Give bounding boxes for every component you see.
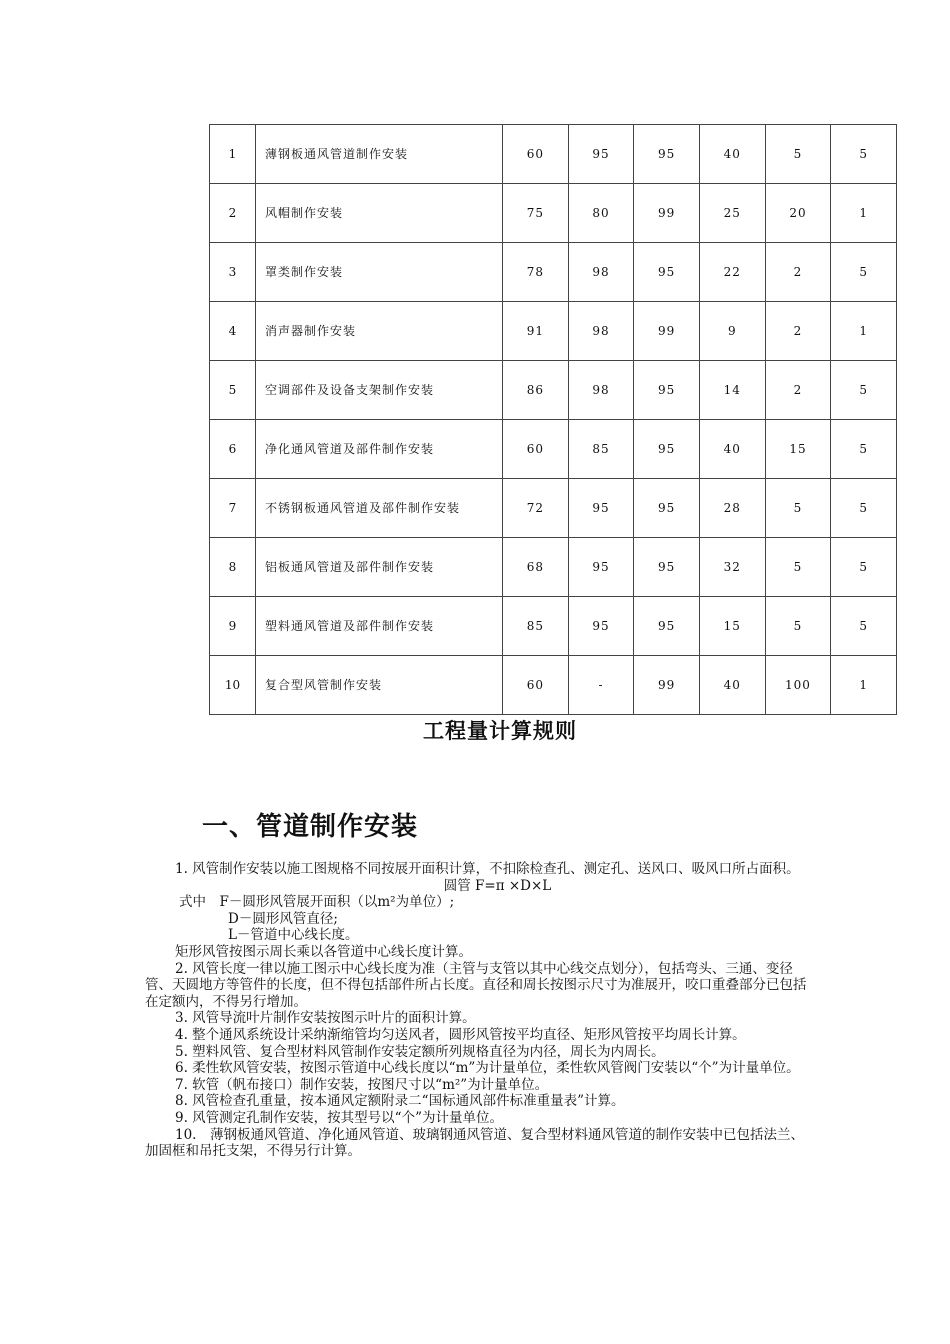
value-cell: 95 — [568, 538, 634, 597]
value-cell: 5 — [765, 597, 831, 656]
value-cell: 95 — [634, 243, 700, 302]
value-cell: 1 — [831, 656, 897, 715]
value-cell: 60 — [503, 656, 569, 715]
chapter-heading: 一、管道制作安装 — [202, 812, 419, 842]
value-cell: 32 — [699, 538, 765, 597]
value-cell: 40 — [699, 125, 765, 184]
value-cell: 85 — [568, 420, 634, 479]
formula-where-l: L－管道中心线长度。 — [228, 927, 359, 944]
value-cell: 95 — [634, 420, 700, 479]
value-cell: 5 — [831, 538, 897, 597]
item-name: 复合型风管制作安装 — [256, 656, 503, 715]
value-cell: 95 — [634, 125, 700, 184]
value-cell: 5 — [765, 538, 831, 597]
rule-2: 2. 风管长度一律以施工图示中心线长度为准（主管与支管以其中心线交点划分），包括弯头、三通、变径管、天圆地方等管件的长度，但不得包括部件所占长度。直径和周长按图示尺寸为准展开，咬口重叠部分已包括在定额内，不得另行增加。 — [145, 960, 807, 1010]
value-cell: 85 — [503, 597, 569, 656]
value-cell: 99 — [634, 302, 700, 361]
table-row — [210, 184, 897, 243]
value-cell: 15 — [765, 420, 831, 479]
table-row — [210, 656, 897, 715]
item-name: 消声器制作安装 — [256, 302, 503, 361]
value-cell: 2 — [765, 243, 831, 302]
table-row — [210, 243, 897, 302]
value-cell: 25 — [699, 184, 765, 243]
item-name: 空调部件及设备支架制作安装 — [256, 361, 503, 420]
quota-table — [209, 124, 897, 715]
rule-rect: 矩形风管按图示周长乘以各管道中心线长度计算。 — [175, 943, 472, 960]
value-cell: 95 — [634, 361, 700, 420]
table-row — [210, 125, 897, 184]
value-cell: 1 — [831, 184, 897, 243]
value-cell: 40 — [699, 420, 765, 479]
value-cell: 95 — [568, 479, 634, 538]
value-cell: 2 — [765, 361, 831, 420]
row-number: 5 — [210, 361, 256, 420]
value-cell: 98 — [568, 243, 634, 302]
value-cell: 100 — [765, 656, 831, 715]
value-cell: 91 — [503, 302, 569, 361]
value-cell: 99 — [634, 656, 700, 715]
table-row — [210, 302, 897, 361]
row-number: 9 — [210, 597, 256, 656]
rule-4: 4. 整个通风系统设计采纳渐缩管均匀送风者，圆形风管按平均直径、矩形风管按平均周长计算。 — [175, 1026, 746, 1043]
row-number: 7 — [210, 479, 256, 538]
value-cell: 5 — [831, 125, 897, 184]
table-row — [210, 597, 897, 656]
table-row — [210, 479, 897, 538]
value-cell: 95 — [568, 125, 634, 184]
item-name: 风帽制作安装 — [256, 184, 503, 243]
value-cell: 95 — [634, 538, 700, 597]
value-cell: 98 — [568, 302, 634, 361]
rules-text — [145, 861, 810, 1160]
value-cell: 14 — [699, 361, 765, 420]
value-cell: 15 — [699, 597, 765, 656]
rule-9: 9. 风管测定孔制作安装，按其型号以“个”为计量单位。 — [175, 1109, 503, 1126]
value-cell: 95 — [634, 597, 700, 656]
value-cell: 98 — [568, 361, 634, 420]
value-cell: 75 — [503, 184, 569, 243]
value-cell: 78 — [503, 243, 569, 302]
value-cell: 2 — [765, 302, 831, 361]
value-cell: 5 — [765, 125, 831, 184]
rule-8: 8. 风管检查孔重量，按本通风定额附录二“国标通风部件标准重量表”计算。 — [175, 1093, 625, 1110]
table-body — [210, 125, 897, 715]
row-number: 10 — [210, 656, 256, 715]
value-cell: 95 — [634, 479, 700, 538]
value-cell: 95 — [568, 597, 634, 656]
row-number: 8 — [210, 538, 256, 597]
value-cell: 5 — [831, 597, 897, 656]
value-cell: 86 — [503, 361, 569, 420]
item-name: 薄钢板通风管道制作安装 — [256, 125, 503, 184]
value-cell: 68 — [503, 538, 569, 597]
rule-3: 3. 风管导流叶片制作安装按图示叶片的面积计算。 — [175, 1010, 476, 1027]
item-name: 铝板通风管道及部件制作安装 — [256, 538, 503, 597]
value-cell: 60 — [503, 420, 569, 479]
value-cell: 5 — [831, 361, 897, 420]
row-number: 1 — [210, 125, 256, 184]
row-number: 3 — [210, 243, 256, 302]
row-number: 2 — [210, 184, 256, 243]
row-number: 4 — [210, 302, 256, 361]
value-cell: 40 — [699, 656, 765, 715]
value-cell: 72 — [503, 479, 569, 538]
rule-7: 7. 软管（帆布接口）制作安装，按图尺寸以“m²”为计量单位。 — [175, 1076, 549, 1093]
value-cell: 99 — [634, 184, 700, 243]
item-name: 罩类制作安装 — [256, 243, 503, 302]
value-cell: 80 — [568, 184, 634, 243]
value-cell: 28 — [699, 479, 765, 538]
formula: 圆管 F=π ×D×L — [443, 877, 552, 894]
table-row — [210, 538, 897, 597]
value-cell: 5 — [765, 479, 831, 538]
rule-6: 6. 柔性软风管安装，按图示管道中心线长度以“m”为计量单位，柔性软风管阀门安装以“个”为计量单位。 — [175, 1060, 800, 1077]
value-cell: - — [568, 656, 634, 715]
section-title: 工程量计算规则 — [423, 719, 577, 743]
value-cell: 1 — [831, 302, 897, 361]
table-row — [210, 361, 897, 420]
value-cell: 5 — [831, 420, 897, 479]
formula-where-f: 式中 F－圆形风管展开面积（以m²为单位）; — [179, 894, 455, 911]
rule-10: 10. 薄钢板通风管道、净化通风管道、玻璃钢通风管道、复合型材料通风管道的制作安装中已包括法兰、加固框和吊托支架，不得另行计算。 — [145, 1126, 804, 1160]
value-cell: 60 — [503, 125, 569, 184]
value-cell: 5 — [831, 243, 897, 302]
rule-1: 1. 风管制作安装以施工图规格不同按展开面积计算，不扣除检查孔、测定孔、送风口、吸风口所占面积。 — [175, 861, 800, 877]
value-cell: 9 — [699, 302, 765, 361]
rule-5: 5. 塑料风管、复合型材料风管制作安装定额所列规格直径为内径，周长为内周长。 — [175, 1043, 665, 1060]
value-cell: 5 — [831, 479, 897, 538]
item-name: 塑料通风管道及部件制作安装 — [256, 597, 503, 656]
formula-where-d: D－圆形风管直径; — [228, 910, 338, 927]
value-cell: 20 — [765, 184, 831, 243]
item-name: 净化通风管道及部件制作安装 — [256, 420, 503, 479]
item-name: 不锈钢板通风管道及部件制作安装 — [256, 479, 503, 538]
table-row — [210, 420, 897, 479]
value-cell: 22 — [699, 243, 765, 302]
row-number: 6 — [210, 420, 256, 479]
